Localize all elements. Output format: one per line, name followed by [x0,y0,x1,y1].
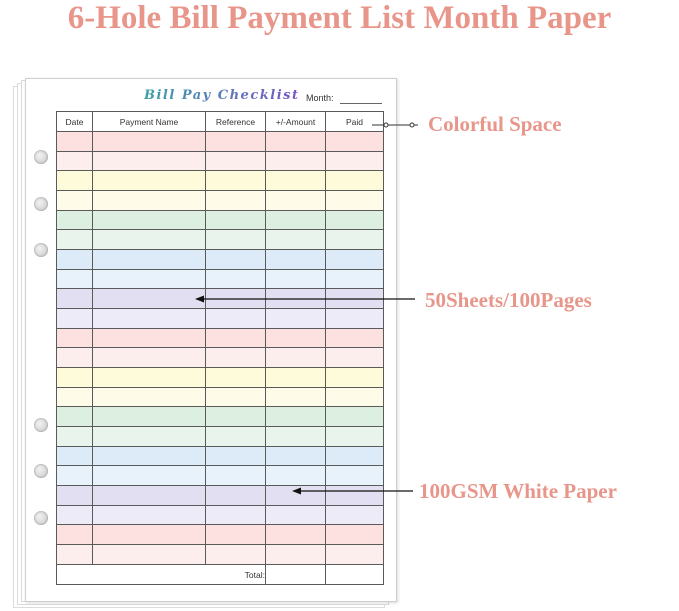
arrow-paper-weight [292,488,413,495]
month-label: Month: [306,93,334,103]
callout-colorful-space: Colorful Space [428,112,562,136]
callout-paper-weight: 100GSM White Paper [419,479,617,503]
callout-sheet-count: 50Sheets/100Pages [425,288,592,312]
product-headline: 6-Hole Bill Payment List Month Paper [67,0,612,36]
column-header-payment-name: Payment Name [93,112,206,132]
arrow-sheet-count [195,296,415,303]
arrow-colorful-space [372,123,418,127]
column-header-amount: +/-Amount [266,112,326,132]
column-header-date: Date [57,112,93,132]
sheet-title: Bill Pay Checklist [144,88,300,103]
column-header-paid: Paid [326,112,384,132]
column-header-reference: Reference [206,112,266,132]
total-label: Total: [57,565,266,585]
